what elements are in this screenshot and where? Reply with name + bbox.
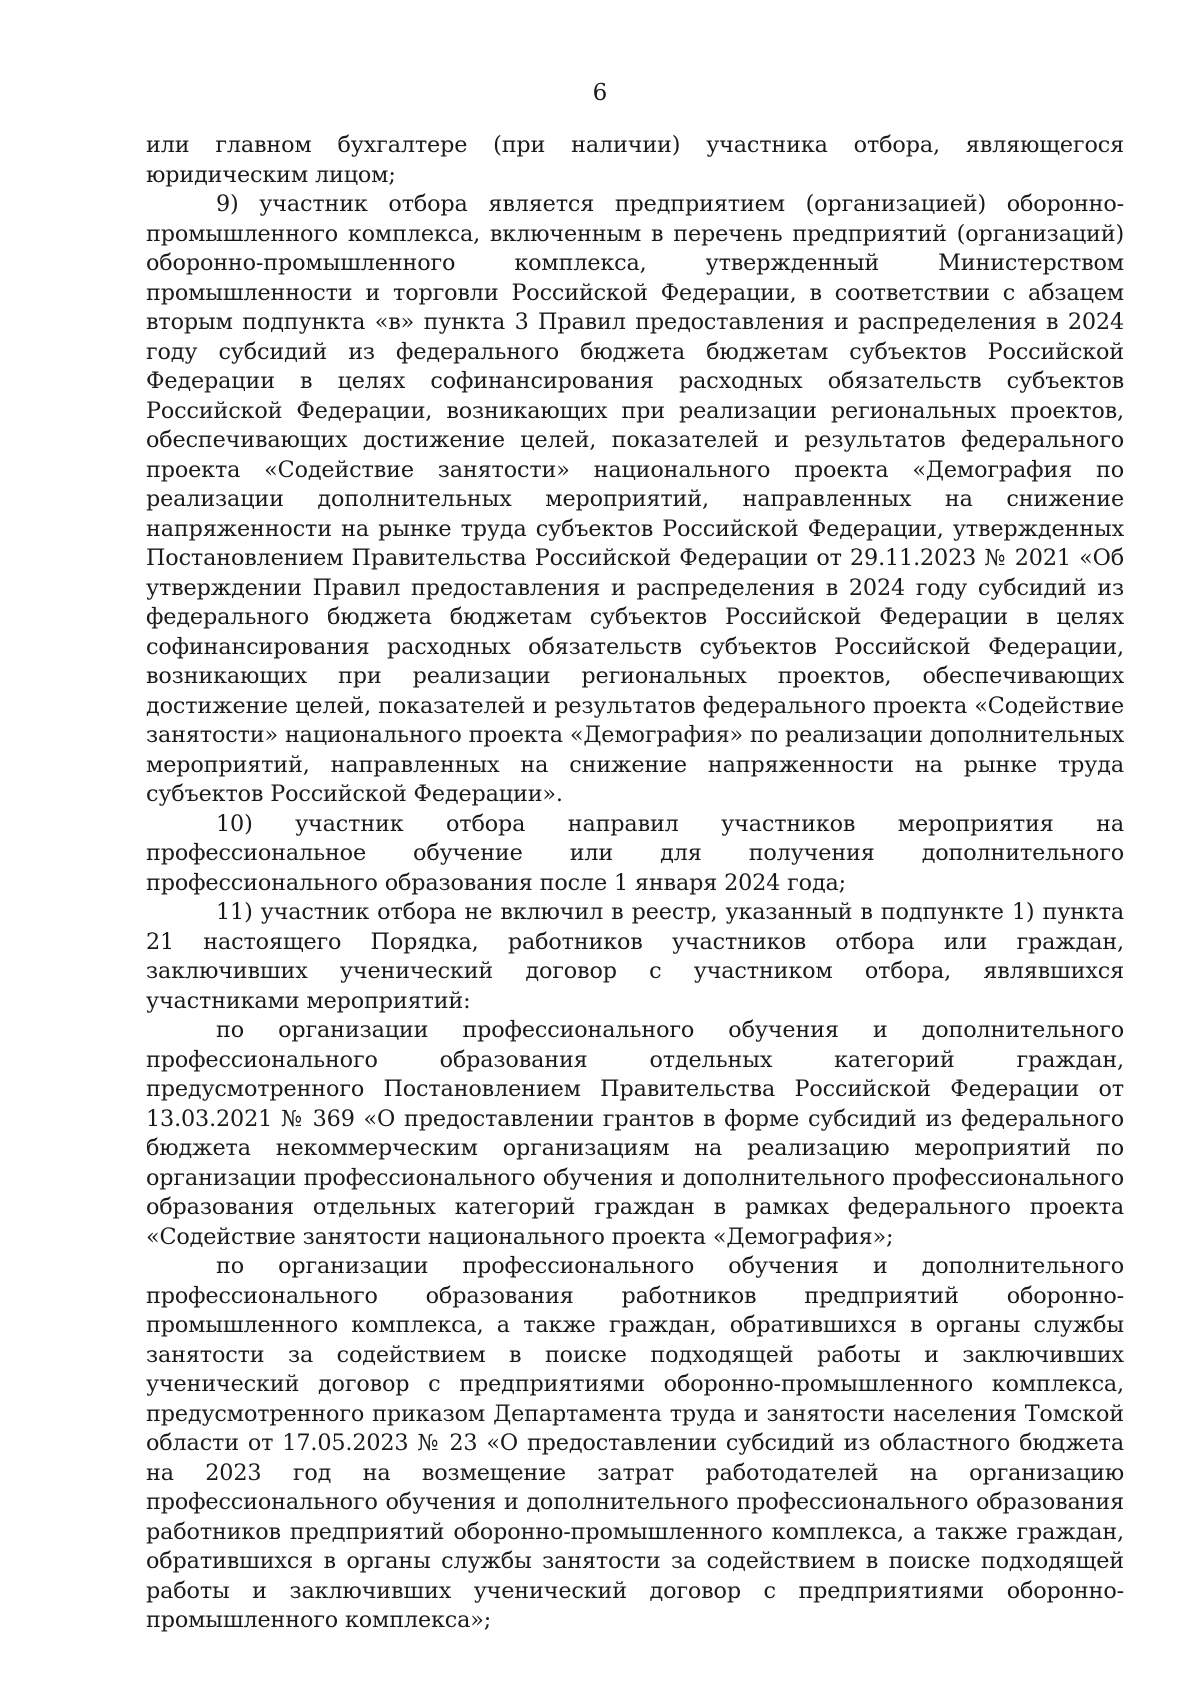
paragraph-item-11-b: по организации профессионального обучения и дополнительного профессионального образования работников предприятий оборонно-промышленного комплекса, а также граждан, обратившихся в органы службы занятости за содействием в поиске подходящей работы и заключивших ученический договор с предприятиями оборонно-промышленного комплекса, предусмотренного приказом Департамента труда и занятости населения Томской области от 17.05.2023 № 23 «О предоставлении субсидий из областного бюджета на 2023 год на возмещение затрат работодателей на организацию профессионального обучения и дополнительного профессионального образования работников предприятий оборонно-промышленного комплекса, а также граждан, обратившихся в органы службы занятости за содействием в поиске подходящей работы и заключивших ученический договор с предприятиями оборонно-промышленного комплекса»; xyxy=(146,1253,1124,1633)
paragraph-continued: или главном бухгалтере (при наличии) участника отбора, являющегося юридическим лицом; xyxy=(146,132,1124,188)
paragraph-item-11-a: по организации профессионального обучения и дополнительного профессионального образования отдельных категорий граждан, предусмотренного Постановлением Правительства Российской Федерации от 13.03.2021 № 369 «О предоставлении грантов в форме субсидий из федерального бюджета некоммерческим организациям на реализацию мероприятий по организации профессионального обучения и дополнительного профессионального образования отдельных категорий граждан в рамках федерального проекта «Содействие занятости национального проекта «Демография»; xyxy=(146,1017,1124,1250)
page-number: 6 xyxy=(592,80,608,106)
paragraph-item-9: 9) участник отбора является предприятием (организацией) оборонно-промышленного комплекса, включенным в перечень предприятий (организаций) оборонно-промышленного комплекса, утвержденный Министерством промышленности и торговли Российской Федерации, в соответствии с абзацем вторым подпункта «в» пункта 3 Правил предоставления и распределения в 2024 году субсидий из федерального бюджета бюджетам субъектов Российской Федерации в целях софинансирования расходных обязательств субъектов Российской Федерации, возникающих при реализации региональных проектов, обеспечивающих достижение целей, показателей и результатов федерального проекта «Содействие занятости» национального проекта «Демография по реализации дополнительных мероприятий, направленных на снижение напряженности на рынке труда субъектов Российской Федерации, утвержденных Постановлением Правительства Российской Федерации от 29.11.2023 № 2021 «Об утверждении Правил предоставления и распределения в 2024 году субсидий из федерального бюджета бюджетам субъектов Российской Федерации в целях софинансирования расходных обязательств субъектов Российской Федерации, возникающих при реализации региональных проектов, обеспечивающих достижение целей, показателей и результатов федерального проекта «Содействие занятости» национального проекта «Демография» по реализации дополнительных мероприятий, направленных на снижение напряженности на рынке труда субъектов Российской Федерации». xyxy=(146,191,1124,807)
paragraph-item-10: 10) участник отбора направил участников мероприятия на профессиональное обучение или для получения дополнительного профессионального образования после 1 января 2024 года; xyxy=(146,810,1124,896)
paragraph-item-11: 11) участник отбора не включил в реестр, указанный в подпункте 1) пункта 21 настоящего Порядка, работников участников отбора или граждан, заключивших ученический договор с участником отбора, являвшихся участниками мероприятий: xyxy=(146,899,1124,1014)
document-body xyxy=(146,131,1124,1636)
